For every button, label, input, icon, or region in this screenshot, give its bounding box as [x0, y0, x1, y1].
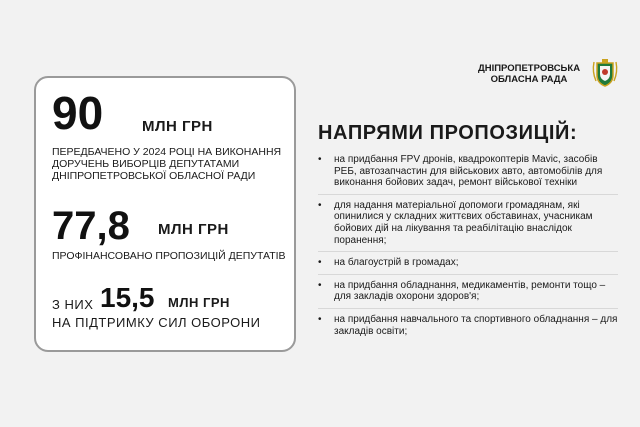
coat-of-arms-icon — [589, 57, 621, 89]
organization-name-line1: ДНІПРОПЕТРОВСЬКА — [477, 63, 581, 74]
list-item-text: на придбання навчального та спортивного обладнання – для закладів освіти; — [334, 313, 618, 337]
amount-defense-description: НА ПІДТРИМКУ СИЛ ОБОРОНИ — [52, 315, 261, 330]
summary-card — [34, 76, 296, 352]
amount-total-unit: МЛН ГРН — [142, 118, 213, 135]
directions-heading: НАПРЯМИ ПРОПОЗИЦІЙ: — [318, 122, 578, 144]
amount-total: 90 — [52, 87, 104, 139]
list-item — [318, 274, 618, 303]
amount-financed: 77,8 — [52, 204, 130, 248]
list-item-text: для надання матеріальної допомоги громадянам, які опинилися у складних життєвих обставинах, учасникам бойових дій на лікування та реабілітацію внаслідок поранення; — [334, 199, 593, 246]
bullet: • — [318, 313, 322, 325]
list-item — [318, 308, 618, 337]
bullet: • — [318, 257, 322, 269]
list-item — [318, 154, 618, 189]
bullet: • — [318, 154, 322, 165]
amount-financed-description: ПРОФІНАНСОВАНО ПРОПОЗИЦІЙ ДЕПУТАТІВ — [52, 250, 286, 262]
amount-defense: 15,5 — [100, 282, 155, 313]
organization-name — [470, 63, 588, 85]
organization-name-line2: ОБЛАСНА РАДА — [490, 74, 568, 85]
amount-defense-prefix: З НИХ — [52, 297, 94, 312]
list-item-text: на благоустрій в громадах; — [334, 257, 459, 269]
amount-total-description: ПЕРЕДБАЧЕНО У 2024 РОЦІ НА ВИКОНАННЯ ДОРУЧЕНЬ ВИБОРЦІВ ДЕПУТАТАМИ ДНІПРОПЕТРОВСЬКОЇ ОБЛАСНОЇ РАДИ — [52, 146, 282, 182]
bullet: • — [318, 199, 322, 211]
bullet: • — [318, 279, 322, 291]
directions-list — [318, 154, 618, 337]
amount-defense-unit: МЛН ГРН — [168, 295, 230, 310]
list-item — [318, 194, 618, 246]
amount-financed-unit: МЛН ГРН — [158, 221, 229, 238]
list-item-text: на придбання обладнання, медикаментів, ремонти тощо – для закладів охорони здоров'я; — [334, 279, 606, 303]
list-item — [318, 251, 618, 269]
list-item-text: на придбання FPV дронів, квадрокоптерів Mavic, засобів РЕБ, автозапчастин для військових авто, автомобілів для виконання бойових задач, ремонт військової техніки — [334, 154, 603, 189]
